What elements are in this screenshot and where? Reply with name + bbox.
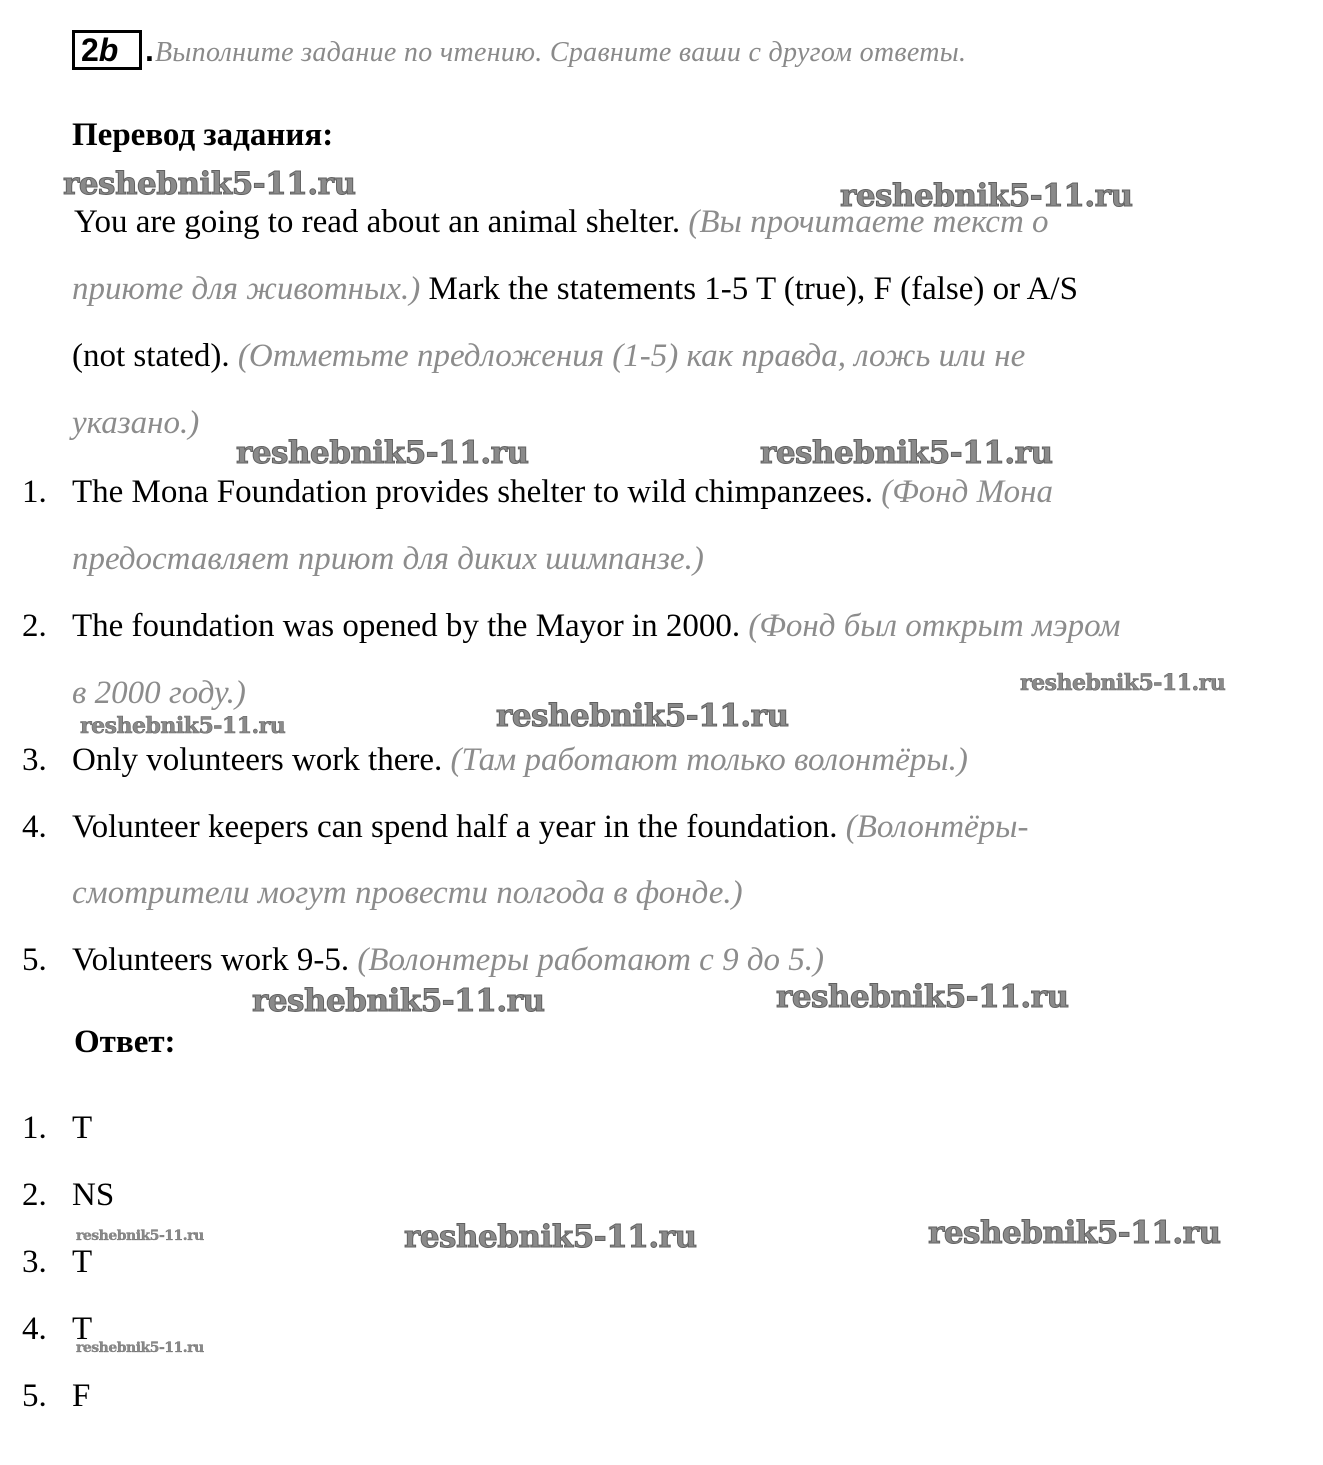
intro-en-1: You are going to read about an animal shelter. (74, 204, 681, 240)
intro-ru-1a: (Вы прочитаете текст о (688, 204, 1049, 240)
statement-3-number: 3. (22, 742, 47, 778)
translation-heading: Перевод задания: (72, 117, 334, 153)
intro-ru-1b: приюте для животных.) (72, 271, 421, 307)
statement-1-en: The Mona Foundation provides shelter to wild chimpanzees. (72, 474, 873, 510)
watermark: reshebnik5-11.ru (236, 435, 529, 471)
statement-3 (72, 740, 968, 780)
statement-2-ru-b: в 2000 году.) (72, 675, 246, 711)
intro-ru-2b: указано.) (72, 405, 200, 441)
task-number-box (72, 30, 142, 70)
intro-line-3 (72, 336, 1025, 376)
answer-2-number: 2. (22, 1177, 47, 1213)
statement-5-ru-a: (Волонтеры работают с 9 до 5.) (357, 942, 824, 978)
statement-1-number: 1. (22, 474, 47, 510)
answer-3-value: T (72, 1244, 93, 1280)
intro-en-2b: (not stated). (72, 338, 230, 374)
watermark: reshebnik5-11.ru (776, 979, 1069, 1015)
statement-2 (72, 606, 1120, 646)
statement-4-cont (72, 873, 743, 913)
statement-5-number: 5. (22, 942, 47, 978)
intro-en-2a: Mark the statements 1-5 T (true), F (false) or A/S (428, 271, 1078, 307)
statement-3-ru-a: (Там работают только волонтёры.) (450, 742, 968, 778)
answer-5-value: F (72, 1378, 91, 1414)
watermark: reshebnik5-11.ru (76, 1228, 204, 1244)
statement-1 (72, 472, 1053, 512)
statement-5 (72, 940, 824, 980)
answer-5-number: 5. (22, 1378, 47, 1414)
watermark: reshebnik5-11.ru (928, 1215, 1221, 1251)
statement-1-cont (72, 539, 704, 579)
statement-4-number: 4. (22, 809, 47, 845)
answer-heading: Ответ: (74, 1024, 176, 1060)
watermark: reshebnik5-11.ru (760, 435, 1053, 471)
task-letter: b (98, 32, 119, 68)
answer-4-number: 4. (22, 1311, 47, 1347)
watermark: reshebnik5-11.ru (404, 1219, 697, 1255)
statement-3-en: Only volunteers work there. (72, 742, 443, 778)
intro-line-2 (72, 269, 1078, 309)
intro-ru-2a: (Отметьте предложения (1-5) как правда, ложь или не (237, 338, 1026, 374)
answer-4-value: T (72, 1311, 93, 1347)
task-number: 2 (81, 32, 99, 68)
watermark: reshebnik5-11.ru (1020, 670, 1226, 696)
statement-4-ru-a: (Волонтёры- (845, 809, 1029, 845)
statement-1-ru-b: предоставляет приют для диких шимпанзе.) (72, 541, 704, 577)
statement-1-ru-a: (Фонд Мона (881, 474, 1053, 510)
answer-2-value: NS (72, 1177, 115, 1213)
answer-1-value: T (72, 1110, 93, 1146)
watermark: reshebnik5-11.ru (496, 698, 789, 734)
intro-line-4 (72, 403, 199, 443)
statement-2-en: The foundation was opened by the Mayor in 2000. (72, 608, 741, 644)
statement-5-en: Volunteers work 9-5. (72, 942, 350, 978)
statement-2-cont (72, 673, 246, 713)
statement-4-en: Volunteer keepers can spend half a year in the foundation. (72, 809, 838, 845)
watermark: reshebnik5-11.ru (80, 713, 286, 739)
answer-3-number: 3. (22, 1244, 47, 1280)
watermark: reshebnik5-11.ru (63, 166, 356, 202)
answer-1-number: 1. (22, 1110, 47, 1146)
statement-4 (72, 807, 1029, 847)
statement-2-ru-a: (Фонд был открыт мэром (748, 608, 1121, 644)
task-dot: . (145, 32, 154, 68)
task-instruction: Выполните задание по чтению. Сравните ваши с другом ответы. (155, 37, 967, 68)
statement-2-number: 2. (22, 608, 47, 644)
watermark: reshebnik5-11.ru (76, 1340, 204, 1356)
watermark: reshebnik5-11.ru (840, 178, 1133, 214)
statement-4-ru-b: смотрители могут провести полгода в фонде.) (72, 875, 743, 911)
watermark: reshebnik5-11.ru (252, 983, 545, 1019)
